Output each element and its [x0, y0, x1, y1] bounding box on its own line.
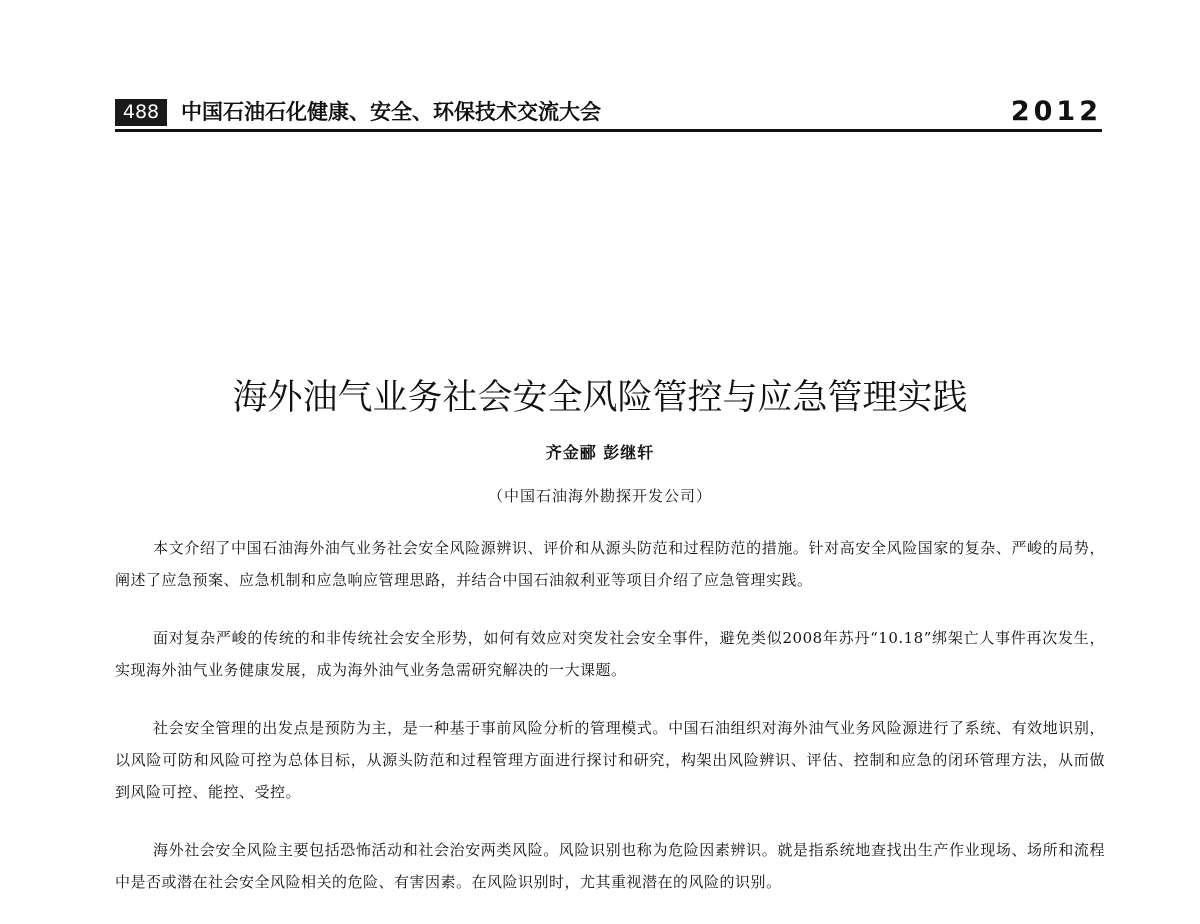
- body-paragraph-abstract: 本文介绍了中国石油海外油气业务社会安全风险源辨识、评价和从源头防范和过程防范的措施。针对高安全风险国家的复杂、严峻的局势，阐述了应急预案、应急机制和应急响应管理思路，并结合中国石油叙利亚等项目介绍了应急管理实践。: [115, 539, 1105, 589]
- author-affiliation: （中国石油海外勘探开发公司）: [487, 487, 712, 505]
- body-paragraph-3: 海外社会安全风险主要包括恐怖活动和社会治安两类风险。风险识别也称为危险因素辨识。就是指系统地查找出生产作业现场、场所和流程中是否或潜在社会安全风险相关的危险、有害因素。在风险识别时，尤其重视潜在的风险的识别。: [115, 841, 1105, 891]
- body-paragraph-2: 社会安全管理的出发点是预防为主，是一种基于事前风险分析的管理模式。中国石油组织对海外油气业务风险源进行了系统、有效地识别，以风险可防和风险可控为总体目标，从源头防范和过程管理方面进行探讨和研究，构架出风险辨识、评估、控制和应急的闭环管理方法，从而做到风险可控、能控、受控。: [115, 719, 1105, 801]
- paper-authors: 齐金郦 彭继轩: [545, 443, 655, 462]
- header-rule: [115, 129, 1102, 132]
- paper-title: 海外油气业务社会安全风险管控与应急管理实践: [232, 378, 968, 418]
- body-paragraph-1: 面对复杂严峻的传统的和非传统社会安全形势，如何有效应对突发社会安全事件，避免类似2008年苏丹“10.18”绑架亡人事件再次发生，实现海外油气业务健康发展，成为海外油气业务急需研究解决的一大课题。: [115, 629, 1105, 679]
- conference-year: 2012: [1010, 96, 1102, 127]
- page-number: 488: [115, 99, 167, 126]
- running-header: [115, 96, 1102, 129]
- paper-body: [115, 532, 1105, 924]
- conference-title: 中国石油石化健康、安全、环保技术交流大会: [181, 100, 601, 124]
